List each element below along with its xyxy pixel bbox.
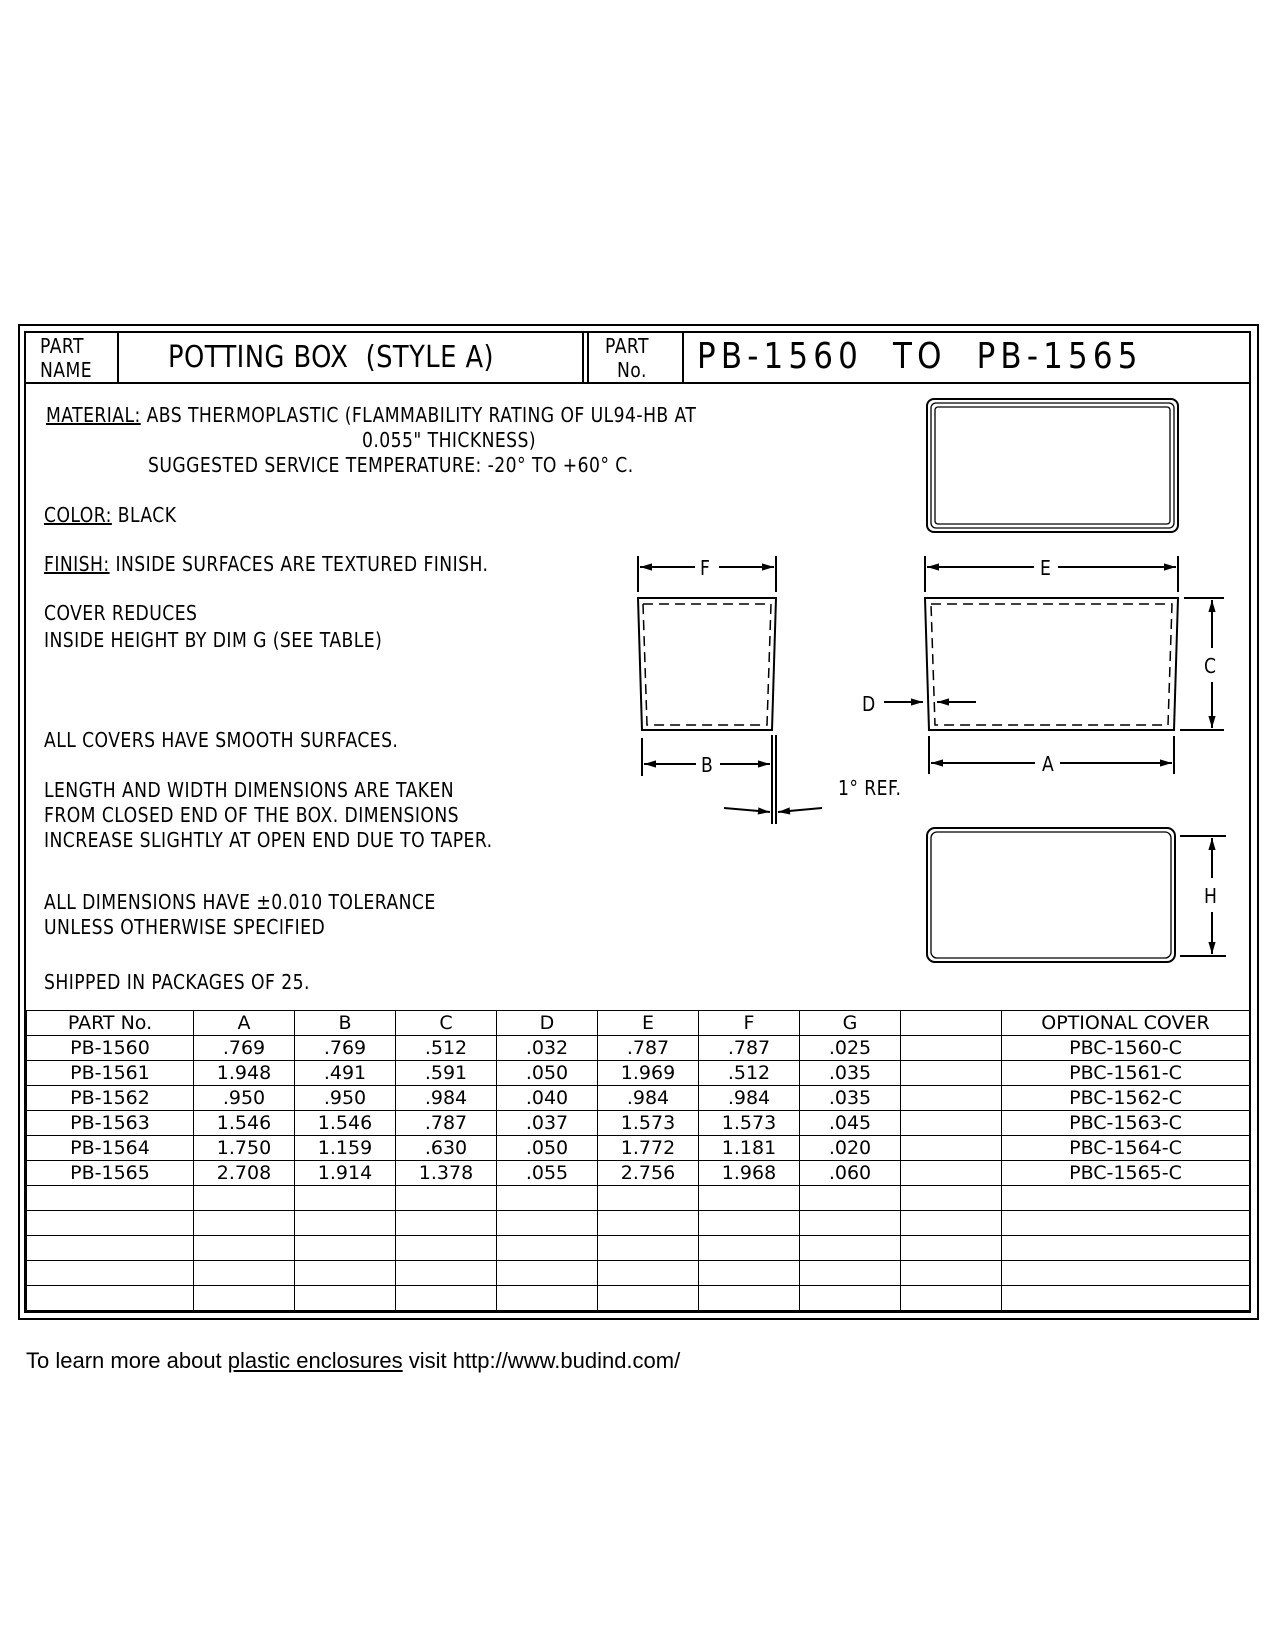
table-cell: PB-1562 bbox=[27, 1086, 194, 1111]
table-cell: .984 bbox=[699, 1086, 800, 1111]
table-cell bbox=[598, 1236, 699, 1261]
table-cell: .491 bbox=[295, 1061, 396, 1086]
table-cell: PBC-1561-C bbox=[1002, 1061, 1250, 1086]
dimension-label-h: H bbox=[1204, 884, 1218, 908]
footer-prefix: To learn more about bbox=[26, 1348, 228, 1373]
table-cell bbox=[194, 1286, 295, 1311]
table-cell: .050 bbox=[497, 1136, 598, 1161]
table-cell: .032 bbox=[497, 1036, 598, 1061]
dimension-label-d: D bbox=[862, 692, 876, 716]
table-cell bbox=[295, 1286, 396, 1311]
table-cell: .950 bbox=[295, 1086, 396, 1111]
table-cell: .040 bbox=[497, 1086, 598, 1111]
table-row bbox=[27, 1061, 1250, 1086]
table-cell: PB-1563 bbox=[27, 1111, 194, 1136]
table-cell bbox=[901, 1211, 1002, 1236]
table-cell: .035 bbox=[800, 1061, 901, 1086]
table-cell bbox=[1002, 1236, 1250, 1261]
table-cell: .512 bbox=[396, 1036, 497, 1061]
table-cell bbox=[27, 1211, 194, 1236]
table-cell: PBC-1560-C bbox=[1002, 1036, 1250, 1061]
table-cell bbox=[800, 1286, 901, 1311]
table-cell bbox=[901, 1061, 1002, 1086]
material-label: MATERIAL: bbox=[46, 403, 141, 427]
table-row bbox=[27, 1236, 1250, 1261]
table-header-cell: E bbox=[598, 1011, 699, 1036]
finish-text: INSIDE SURFACES ARE TEXTURED FINISH. bbox=[109, 552, 489, 576]
top-view-outline bbox=[927, 399, 1178, 532]
plastic-enclosures-link[interactable]: plastic enclosures bbox=[227, 1348, 403, 1373]
table-row bbox=[27, 1211, 1250, 1236]
table-cell bbox=[27, 1186, 194, 1211]
footer-suffix: visit http://www.budind.com/ bbox=[402, 1348, 681, 1373]
table-cell: 1.573 bbox=[598, 1111, 699, 1136]
table-cell bbox=[295, 1236, 396, 1261]
table-cell bbox=[396, 1211, 497, 1236]
side-view-eac bbox=[884, 556, 1224, 774]
table-cell: 2.708 bbox=[194, 1161, 295, 1186]
table-cell bbox=[497, 1261, 598, 1286]
table-cell: PBC-1562-C bbox=[1002, 1086, 1250, 1111]
table-cell bbox=[901, 1186, 1002, 1211]
color-text: BLACK bbox=[111, 503, 177, 527]
table-cell: PB-1565 bbox=[27, 1161, 194, 1186]
length-note-line: INCREASE SLIGHTLY AT OPEN END DUE TO TAPER. bbox=[44, 828, 493, 852]
table-cell bbox=[901, 1236, 1002, 1261]
table-cell bbox=[194, 1186, 295, 1211]
table-cell bbox=[800, 1186, 901, 1211]
table-header-cell: D bbox=[497, 1011, 598, 1036]
table-cell bbox=[901, 1261, 1002, 1286]
table-cell: PBC-1565-C bbox=[1002, 1161, 1250, 1186]
table-cell: 1.750 bbox=[194, 1136, 295, 1161]
table-header-cell: PART No. bbox=[27, 1011, 194, 1036]
service-temperature: SUGGESTED SERVICE TEMPERATURE: -20° TO +60° C. bbox=[148, 453, 634, 477]
table-cell bbox=[396, 1186, 497, 1211]
table-cell bbox=[800, 1211, 901, 1236]
table-cell bbox=[699, 1286, 800, 1311]
table-row bbox=[27, 1286, 1250, 1311]
table-cell: PB-1561 bbox=[27, 1061, 194, 1086]
part-no-label: PART bbox=[605, 334, 649, 358]
table-cell bbox=[27, 1261, 194, 1286]
table-cell bbox=[800, 1236, 901, 1261]
table-cell: .512 bbox=[699, 1061, 800, 1086]
material-thickness: 0.055" THICKNESS) bbox=[362, 428, 537, 452]
table-cell bbox=[1002, 1186, 1250, 1211]
part-number-range: PB-1560 TO PB-1565 bbox=[697, 336, 1143, 377]
table-row bbox=[27, 1186, 1250, 1211]
part-name: POTTING BOX (STYLE A) bbox=[168, 340, 495, 375]
table-cell bbox=[598, 1186, 699, 1211]
table-cell bbox=[901, 1086, 1002, 1111]
table-cell bbox=[27, 1286, 194, 1311]
table-cell: .050 bbox=[497, 1061, 598, 1086]
side-view-fb bbox=[638, 556, 822, 824]
dimension-label-a: A bbox=[1042, 752, 1055, 776]
table-cell: 1.772 bbox=[598, 1136, 699, 1161]
table-cell bbox=[194, 1261, 295, 1286]
table-cell: PBC-1563-C bbox=[1002, 1111, 1250, 1136]
finish-label: FINISH: bbox=[44, 552, 110, 576]
table-cell bbox=[699, 1186, 800, 1211]
table-cell: .025 bbox=[800, 1036, 901, 1061]
table-cell bbox=[699, 1236, 800, 1261]
footer-note bbox=[26, 1348, 680, 1374]
table-cell bbox=[497, 1236, 598, 1261]
dimension-label-c: C bbox=[1204, 654, 1217, 678]
part-name-label: NAME bbox=[40, 358, 93, 382]
table-cell: .035 bbox=[800, 1086, 901, 1111]
table-cell bbox=[901, 1111, 1002, 1136]
table-cell: .787 bbox=[699, 1036, 800, 1061]
table-cell bbox=[901, 1286, 1002, 1311]
part-no-label: No. bbox=[617, 358, 647, 382]
table-cell: .591 bbox=[396, 1061, 497, 1086]
dimension-table bbox=[26, 1010, 1250, 1311]
table-cell: PBC-1564-C bbox=[1002, 1136, 1250, 1161]
color-label: COLOR: bbox=[44, 503, 112, 527]
table-header-row bbox=[27, 1011, 1250, 1036]
table-cell: .630 bbox=[396, 1136, 497, 1161]
table-cell: 1.546 bbox=[295, 1111, 396, 1136]
table-header-cell: B bbox=[295, 1011, 396, 1036]
table-cell bbox=[598, 1211, 699, 1236]
table-cell: .787 bbox=[396, 1111, 497, 1136]
cover-note-line: COVER REDUCES bbox=[44, 601, 198, 625]
table-cell bbox=[800, 1261, 901, 1286]
part-name-label: PART bbox=[40, 334, 84, 358]
material-text: ABS THERMOPLASTIC (FLAMMABILITY RATING OF UL94-HB AT bbox=[140, 403, 697, 427]
shipping-note: SHIPPED IN PACKAGES OF 25. bbox=[44, 970, 310, 994]
dimension-label-f: F bbox=[700, 556, 711, 580]
table-header-cell: F bbox=[699, 1011, 800, 1036]
table-cell: .769 bbox=[194, 1036, 295, 1061]
table-cell bbox=[1002, 1261, 1250, 1286]
table-cell: .045 bbox=[800, 1111, 901, 1136]
table-cell bbox=[497, 1211, 598, 1236]
tolerance-note-line: ALL DIMENSIONS HAVE ±0.010 TOLERANCE bbox=[44, 890, 436, 914]
table-row bbox=[27, 1086, 1250, 1111]
length-note-line: LENGTH AND WIDTH DIMENSIONS ARE TAKEN bbox=[44, 778, 455, 802]
table-cell bbox=[497, 1286, 598, 1311]
table-cell bbox=[295, 1186, 396, 1211]
table-header-cell: C bbox=[396, 1011, 497, 1036]
table-cell bbox=[396, 1261, 497, 1286]
table-cell: 1.546 bbox=[194, 1111, 295, 1136]
table-cell: PB-1564 bbox=[27, 1136, 194, 1161]
table-cell bbox=[901, 1036, 1002, 1061]
table-cell bbox=[598, 1261, 699, 1286]
dimension-label-e: E bbox=[1040, 556, 1052, 580]
table-cell bbox=[396, 1286, 497, 1311]
table-cell: 1.948 bbox=[194, 1061, 295, 1086]
table-cell: 1.159 bbox=[295, 1136, 396, 1161]
table-cell bbox=[194, 1236, 295, 1261]
table-cell bbox=[295, 1211, 396, 1236]
table-cell: 1.573 bbox=[699, 1111, 800, 1136]
table-cell: .055 bbox=[497, 1161, 598, 1186]
table-cell: .037 bbox=[497, 1111, 598, 1136]
dimension-label-b: B bbox=[701, 753, 714, 777]
table-header-cell: A bbox=[194, 1011, 295, 1036]
table-header-cell bbox=[901, 1011, 1002, 1036]
table-cell: .984 bbox=[396, 1086, 497, 1111]
cover-note-line: INSIDE HEIGHT BY DIM G (SEE TABLE) bbox=[44, 628, 383, 652]
table-row bbox=[27, 1161, 1250, 1186]
table-cell: 1.968 bbox=[699, 1161, 800, 1186]
tolerance-note-line: UNLESS OTHERWISE SPECIFIED bbox=[44, 915, 326, 939]
table-cell: .060 bbox=[800, 1161, 901, 1186]
table-row bbox=[27, 1036, 1250, 1061]
table-cell: 2.756 bbox=[598, 1161, 699, 1186]
table-cell bbox=[1002, 1286, 1250, 1311]
table-cell: .950 bbox=[194, 1086, 295, 1111]
table-cell bbox=[699, 1261, 800, 1286]
table-header-cell: G bbox=[800, 1011, 901, 1036]
table-row bbox=[27, 1111, 1250, 1136]
table-header-cell: OPTIONAL COVER bbox=[1002, 1011, 1250, 1036]
table-cell bbox=[27, 1236, 194, 1261]
covers-smooth-note: ALL COVERS HAVE SMOOTH SURFACES. bbox=[44, 728, 399, 752]
table-row bbox=[27, 1136, 1250, 1161]
table-cell: 1.969 bbox=[598, 1061, 699, 1086]
cover-view bbox=[927, 828, 1226, 962]
table-cell: .769 bbox=[295, 1036, 396, 1061]
table-cell bbox=[901, 1136, 1002, 1161]
table-cell: 1.181 bbox=[699, 1136, 800, 1161]
table-cell: .984 bbox=[598, 1086, 699, 1111]
table-cell bbox=[194, 1211, 295, 1236]
table-cell bbox=[1002, 1211, 1250, 1236]
table-cell bbox=[295, 1261, 396, 1286]
table-cell bbox=[699, 1211, 800, 1236]
table-cell: .787 bbox=[598, 1036, 699, 1061]
taper-reference-label: 1° REF. bbox=[838, 776, 902, 800]
table-cell bbox=[396, 1236, 497, 1261]
table-cell: 1.378 bbox=[396, 1161, 497, 1186]
table-row bbox=[27, 1261, 1250, 1286]
table-cell: PB-1560 bbox=[27, 1036, 194, 1061]
length-note-line: FROM CLOSED END OF THE BOX. DIMENSIONS bbox=[44, 803, 460, 827]
table-cell bbox=[901, 1161, 1002, 1186]
table-cell: 1.914 bbox=[295, 1161, 396, 1186]
table-cell: .020 bbox=[800, 1136, 901, 1161]
table-cell bbox=[497, 1186, 598, 1211]
table-cell bbox=[598, 1286, 699, 1311]
